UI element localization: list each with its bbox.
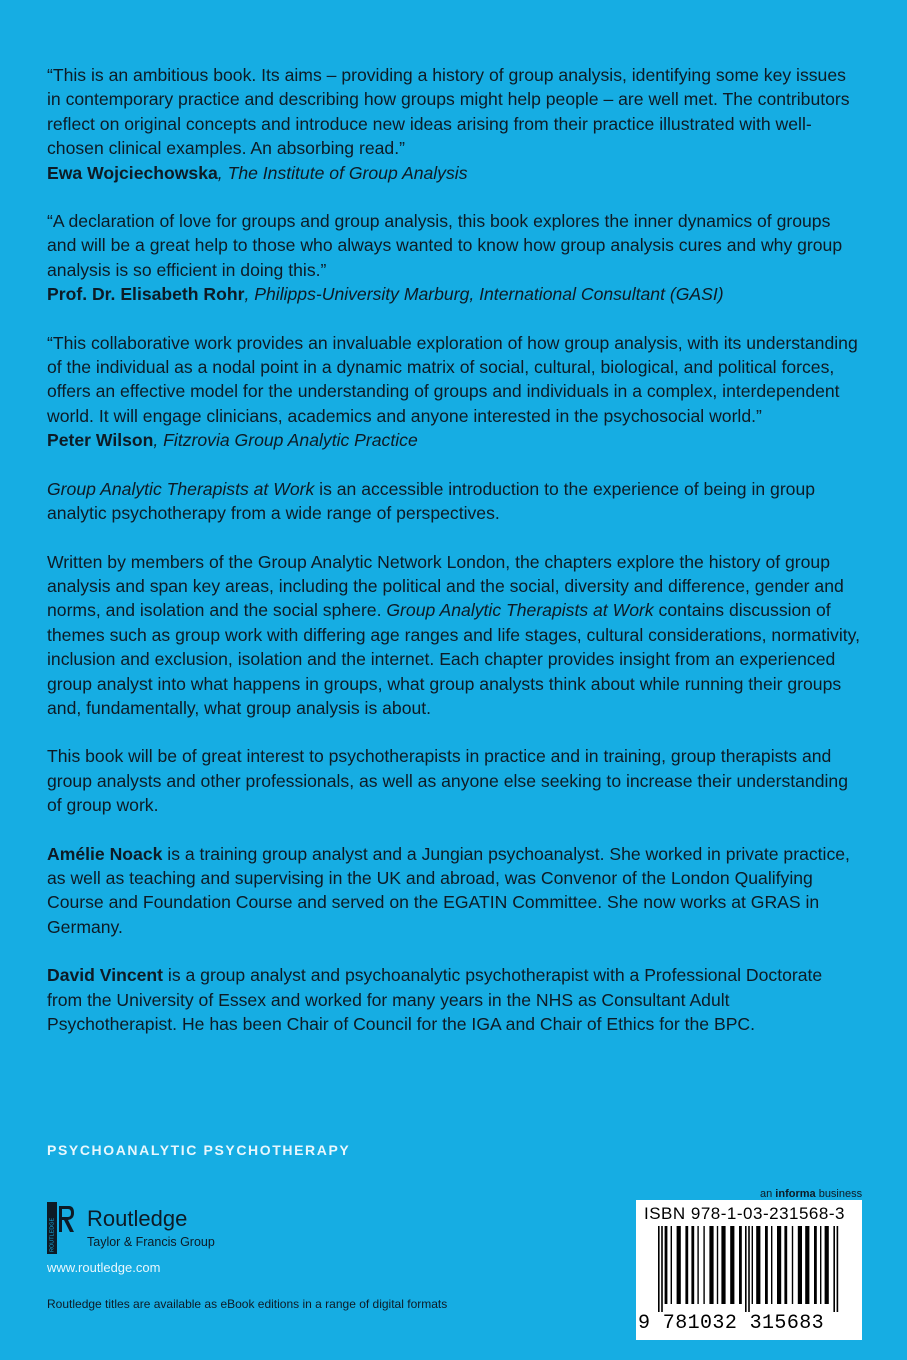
description-audience (47, 744, 862, 817)
barcode-bar (703, 1226, 704, 1304)
reviewer-affiliation: , Fitzrovia Group Analytic Practice (153, 430, 418, 451)
barcode-bars (656, 1226, 856, 1312)
barcode-bar (752, 1226, 753, 1304)
book-title-italic: Group Analytic Therapists at Work (47, 478, 315, 499)
barcode-bar (691, 1226, 694, 1304)
barcode-bar (717, 1226, 718, 1304)
quote-attribution (47, 282, 862, 306)
barcode-bar (771, 1226, 772, 1304)
description-paragraph (47, 477, 862, 526)
barcode-bar (745, 1226, 747, 1312)
author-name: David Vincent (47, 965, 164, 986)
description-text: is an accessible introduction to the experience of being in group analytic psychotherapy from a wide range of perspectives. (47, 478, 816, 524)
barcode-bar (721, 1226, 725, 1304)
back-cover-text (47, 63, 862, 1060)
informa-prefix: an (760, 1188, 776, 1200)
barcode-bar (685, 1226, 688, 1304)
barcode-bar (798, 1226, 802, 1304)
author-name: Amélie Noack (47, 843, 163, 864)
reviewer-affiliation: , Philipps-University Marburg, International Consultant (GASI) (244, 284, 724, 305)
quote-attribution (47, 428, 862, 452)
description-text: contains discussion of themes such as group work with differing age ranges and life stages, cultural considerations, normativity, inclusion and exclusion, isolation and the internet. Each chapter provides insight from an experienced group analyst into what happens in groups, what group analysts think about while running their groups and, fundamentally, what group analysis is about. (47, 600, 860, 718)
quote-text: “This is an ambitious book. Its aims – providing a history of group analysis, identifying some key issues in contemporary practice and describing how groups might help people – are well met. The contributors reflect on original concepts and introduce new ideas arising from their practice illustrated with well-chosen clinical examples. An absorbing read.” (47, 65, 850, 159)
barcode-digits: 9 781032 315683 (638, 1312, 825, 1335)
informa-brand: informa (775, 1188, 816, 1200)
review-quote-2 (47, 209, 862, 307)
description-paragraph (47, 550, 862, 721)
author-bio-text: is a group analyst and psychoanalytic psychotherapist with a Professional Doctorate from the University of Essex and worked for many years in the NHS as Consultant Adult Psychotherapist. He has been Chair of Council for the IGA and Chair of Ethics for the BPC. (47, 965, 823, 1034)
barcode-bar (825, 1226, 829, 1304)
book-title-italic: Group Analytic Therapists at Work (386, 600, 654, 621)
description-intro (47, 477, 862, 526)
publisher-name: Routledge (87, 1206, 188, 1231)
barcode-bar (833, 1226, 835, 1312)
barcode-bar (784, 1226, 787, 1304)
review-quote-3 (47, 331, 862, 453)
barcode-bar (777, 1226, 781, 1304)
description-paragraph: This book will be of great interest to psychotherapists in practice and in training, group therapists and group analysts and other professionals, as well as anyone else seeking to increase their understanding of group work. (47, 746, 849, 816)
reviewer-name: Ewa Wojciechowska (47, 162, 218, 183)
reviewer-name: Prof. Dr. Elisabeth Rohr (47, 284, 245, 305)
description-text: Written by members of the Group Analytic Network London, the chapters explore the history of group analysis and span key areas, including the political and the social, diversity and difference, gender and norms, and isolation and the social sphere. (47, 551, 844, 621)
barcode-bar (665, 1226, 668, 1304)
author-bio-1 (47, 842, 862, 940)
barcode-bar (677, 1226, 681, 1304)
author-paragraph (47, 842, 862, 940)
barcode-bar (739, 1226, 742, 1304)
informa-business-label (760, 1188, 862, 1200)
routledge-logo-icon (47, 1202, 75, 1254)
quote-text: “This collaborative work provides an invaluable exploration of how group analysis, with its understanding of the individual as a nodal point in a dynamic matrix of social, cultural, biological, and political forces, offers an effective model for the understanding of groups and individuals in a complex, interdependent world. It will engage clinicians, academics and anyone interested in the psychosocial world.” (47, 332, 858, 426)
logo-vertical-text: ROUTLEDGE (49, 1217, 56, 1252)
barcode-bar (820, 1226, 821, 1304)
barcode-bar (697, 1226, 698, 1304)
barcode-bar (748, 1226, 750, 1312)
barcode-bar (837, 1226, 839, 1312)
publisher-block (47, 1202, 287, 1262)
author-bio-2 (47, 963, 862, 1036)
reviewer-affiliation: , The Institute of Group Analysis (217, 162, 468, 183)
publisher-group: Taylor & Francis Group (87, 1235, 215, 1249)
barcode-bar (709, 1226, 713, 1304)
informa-suffix: business (815, 1188, 863, 1200)
author-paragraph (47, 963, 862, 1036)
barcode-bar (730, 1226, 734, 1304)
barcode-bar (792, 1226, 793, 1304)
barcode-bar (805, 1226, 809, 1304)
barcode-bar (814, 1226, 817, 1304)
barcode-bar (661, 1226, 663, 1312)
description-body (47, 550, 862, 721)
review-quote-1 (47, 63, 862, 185)
barcode-bar (671, 1226, 672, 1304)
isbn-barcode (636, 1200, 862, 1340)
quote-text: “A declaration of love for groups and group analysis, this book explores the inner dynamics of groups and will be a great help to those who always wanted to know how group analysis cures and why group analysis is so efficient in doing this.” (47, 211, 843, 280)
barcode-bar (756, 1226, 760, 1304)
ebook-note: Routledge titles are available as eBook editions in a range of digital formats (47, 1297, 448, 1311)
quote-attribution (47, 161, 862, 185)
barcode-bar (765, 1226, 768, 1304)
series-label: PSYCHOANALYTIC PSYCHOTHERAPY (47, 1142, 351, 1158)
author-bio-text: is a training group analyst and a Jungian psychoanalyst. She worked in private practice, as well as teaching and supervising in the UK and abroad, was Convenor of the London Qualifying Course and Foundation Course and served on the EGATIN Committee. She now works at GRAS in Germany. (47, 843, 850, 937)
barcode-bar (658, 1226, 660, 1312)
isbn-label: ISBN 978-1-03-231568-3 (644, 1204, 845, 1223)
reviewer-name: Peter Wilson (47, 430, 154, 451)
publisher-website-link[interactable]: www.routledge.com (47, 1260, 161, 1275)
